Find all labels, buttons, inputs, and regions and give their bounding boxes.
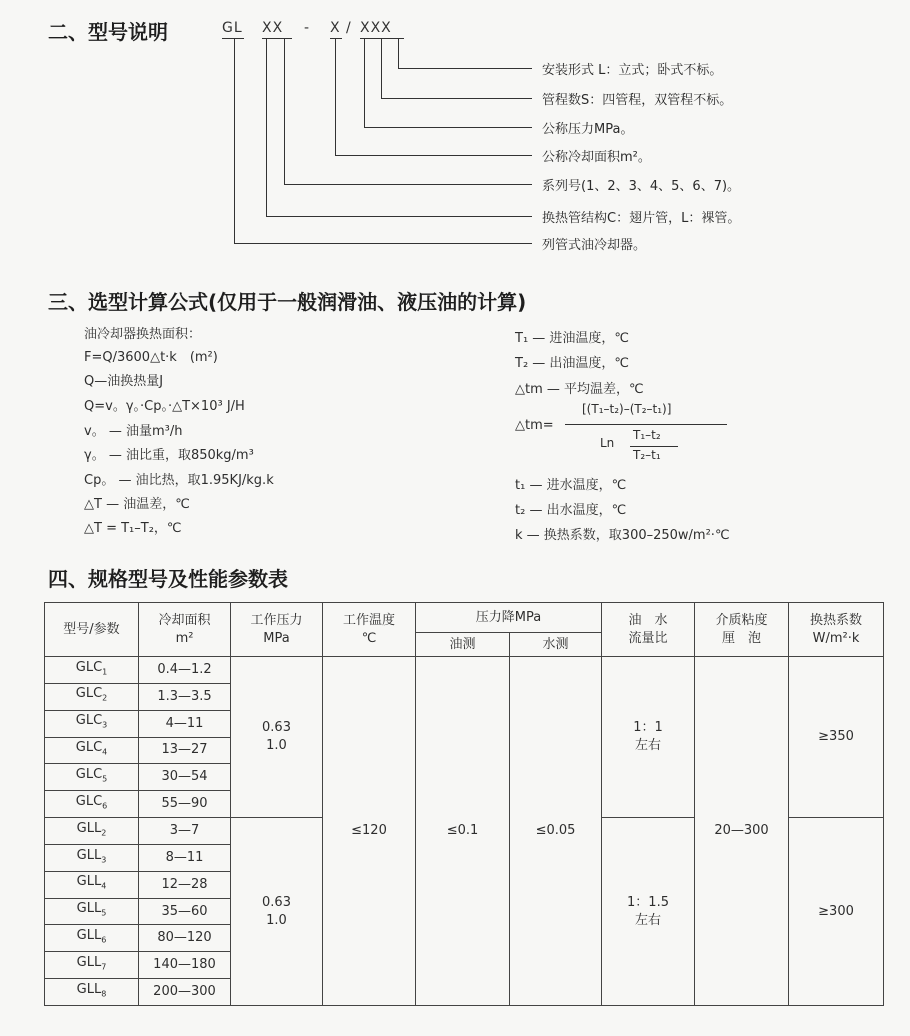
section-2-title: 二、型号说明 (48, 20, 168, 44)
ratio-gll: 1：1.5 左右 (602, 818, 695, 1006)
area-cell: 12—28 (139, 871, 231, 898)
section-4-title: 四、规格型号及性能参数表 (48, 567, 288, 591)
section-3-title: 三、选型计算公式(仅用于一般润滑油、液压油的计算) (48, 290, 527, 314)
model-cell: $GLL_6$ (45, 925, 139, 952)
drop-water: ≤0.05 (510, 657, 602, 1006)
work-temp: ≤120 (323, 657, 416, 1006)
formula-left-line: γ。 — 油比重，取850kg/m³ (84, 448, 254, 463)
model-code-x: X (330, 20, 341, 36)
formula-right-line: t₁ — 进水温度，℃ (515, 478, 627, 493)
note-area: 公称冷却面积m²。 (542, 150, 651, 165)
spec-table (44, 602, 884, 1006)
model-code-xx: XX (262, 20, 284, 36)
area-cell: 3—7 (139, 818, 231, 845)
formula-left-line: 油冷却器换热面积： (84, 327, 202, 342)
area-cell: 30—54 (139, 764, 231, 791)
formula-right-line: T₁ — 进油温度，℃ (515, 331, 630, 346)
area-cell: 0.4—1.2 (139, 657, 231, 684)
header-drop-water: 水测 (510, 633, 602, 657)
formula-left-line: Q—油换热量J (84, 374, 164, 389)
header-drop-oil: 油测 (416, 633, 510, 657)
pressure-glc: 0.63 1.0 (231, 657, 323, 818)
model-cell: $GLL_8$ (45, 979, 139, 1006)
area-cell: 80—120 (139, 925, 231, 952)
area-cell: 1.3—3.5 (139, 683, 231, 710)
header-pressure-drop: 压力降MPa (416, 603, 602, 633)
header-pressure: 工作压力 MPa (231, 603, 323, 657)
formula-right-line: t₂ — 出水温度，℃ (515, 503, 627, 518)
model-cell: $GLL_4$ (45, 871, 139, 898)
formula-right-line: △tm — 平均温差，℃ (515, 382, 644, 397)
area-cell: 13—27 (139, 737, 231, 764)
model-code-xxx: XXX (360, 20, 392, 36)
formula-lhs: △tm= (515, 418, 554, 433)
note-pressure: 公称压力MPa。 (542, 122, 634, 137)
pressure-gll: 0.63 1.0 (231, 818, 323, 1006)
note-install-form: 安装形式 L：立式；卧式不标。 (542, 63, 723, 78)
header-area: 冷却面积 m² (139, 603, 231, 657)
model-code-slash: / (346, 20, 352, 36)
formula-inner-numerator: T₁–t₂ (633, 428, 661, 442)
coef-glc: ≥350 (789, 657, 884, 818)
model-cell: $GLC_3$ (45, 710, 139, 737)
model-cell: $GLC_6$ (45, 791, 139, 818)
formula-left-line: Q=v。γ。·Cp。·△T×10³ J/H (84, 399, 245, 414)
formula-ln: Ln (600, 436, 615, 450)
model-cell: $GLL_7$ (45, 952, 139, 979)
formula-right-line: k — 换热系数，取300–250w/m²·℃ (515, 528, 730, 543)
formula-left-line: F=Q/3600△t·k (m²) (84, 350, 218, 365)
drop-oil: ≤0.1 (416, 657, 510, 1006)
header-temp: 工作温度 ℃ (323, 603, 416, 657)
note-tube-structure: 换热管结构C：翅片管，L：裸管。 (542, 211, 741, 226)
formula-numerator: [(T₁–t₂)–(T₂–t₁)] (582, 402, 672, 416)
viscosity: 20—300 (695, 657, 789, 1006)
area-cell: 140—180 (139, 952, 231, 979)
area-cell: 35—60 (139, 898, 231, 925)
coef-gll: ≥300 (789, 818, 884, 1006)
formula-left-line: △T = T₁–T₂，℃ (84, 521, 182, 536)
model-cell: $GLC_4$ (45, 737, 139, 764)
model-cell: $GLC_1$ (45, 657, 139, 684)
note-product-type: 列管式油冷却器。 (542, 238, 647, 253)
ratio-glc: 1：1 左右 (602, 657, 695, 818)
area-cell: 8—11 (139, 844, 231, 871)
model-cell: $GLL_5$ (45, 898, 139, 925)
header-flow-ratio: 油 水 流量比 (602, 603, 695, 657)
fraction-bar (565, 424, 727, 425)
model-cell: $GLL_2$ (45, 818, 139, 845)
header-coefficient: 换热系数 W/m²·k (789, 603, 884, 657)
formula-right-line: T₂ — 出油温度，℃ (515, 356, 630, 371)
inner-fraction-bar (630, 446, 678, 447)
area-cell: 55—90 (139, 791, 231, 818)
note-tube-pass: 管程数S：四管程，双管程不标。 (542, 93, 733, 108)
model-cell: $GLC_5$ (45, 764, 139, 791)
area-cell: 4—11 (139, 710, 231, 737)
formula-left-line: Cp。 — 油比热，取1.95KJ/kg.k (84, 473, 274, 488)
model-code-dash: - (304, 20, 311, 36)
formula-inner-denominator: T₂–t₁ (633, 448, 661, 462)
formula-left-line: △T — 油温差，℃ (84, 497, 190, 512)
note-series: 系列号(1、2、3、4、5、6、7)。 (542, 179, 741, 194)
formula-left-line: v。 — 油量m³/h (84, 424, 183, 439)
model-code-gl: GL (222, 20, 243, 36)
header-model: 型号/参数 (45, 603, 139, 657)
model-cell: $GLC_2$ (45, 683, 139, 710)
header-viscosity: 介质粘度 厘 泡 (695, 603, 789, 657)
area-cell: 200—300 (139, 979, 231, 1006)
model-cell: $GLL_3$ (45, 844, 139, 871)
